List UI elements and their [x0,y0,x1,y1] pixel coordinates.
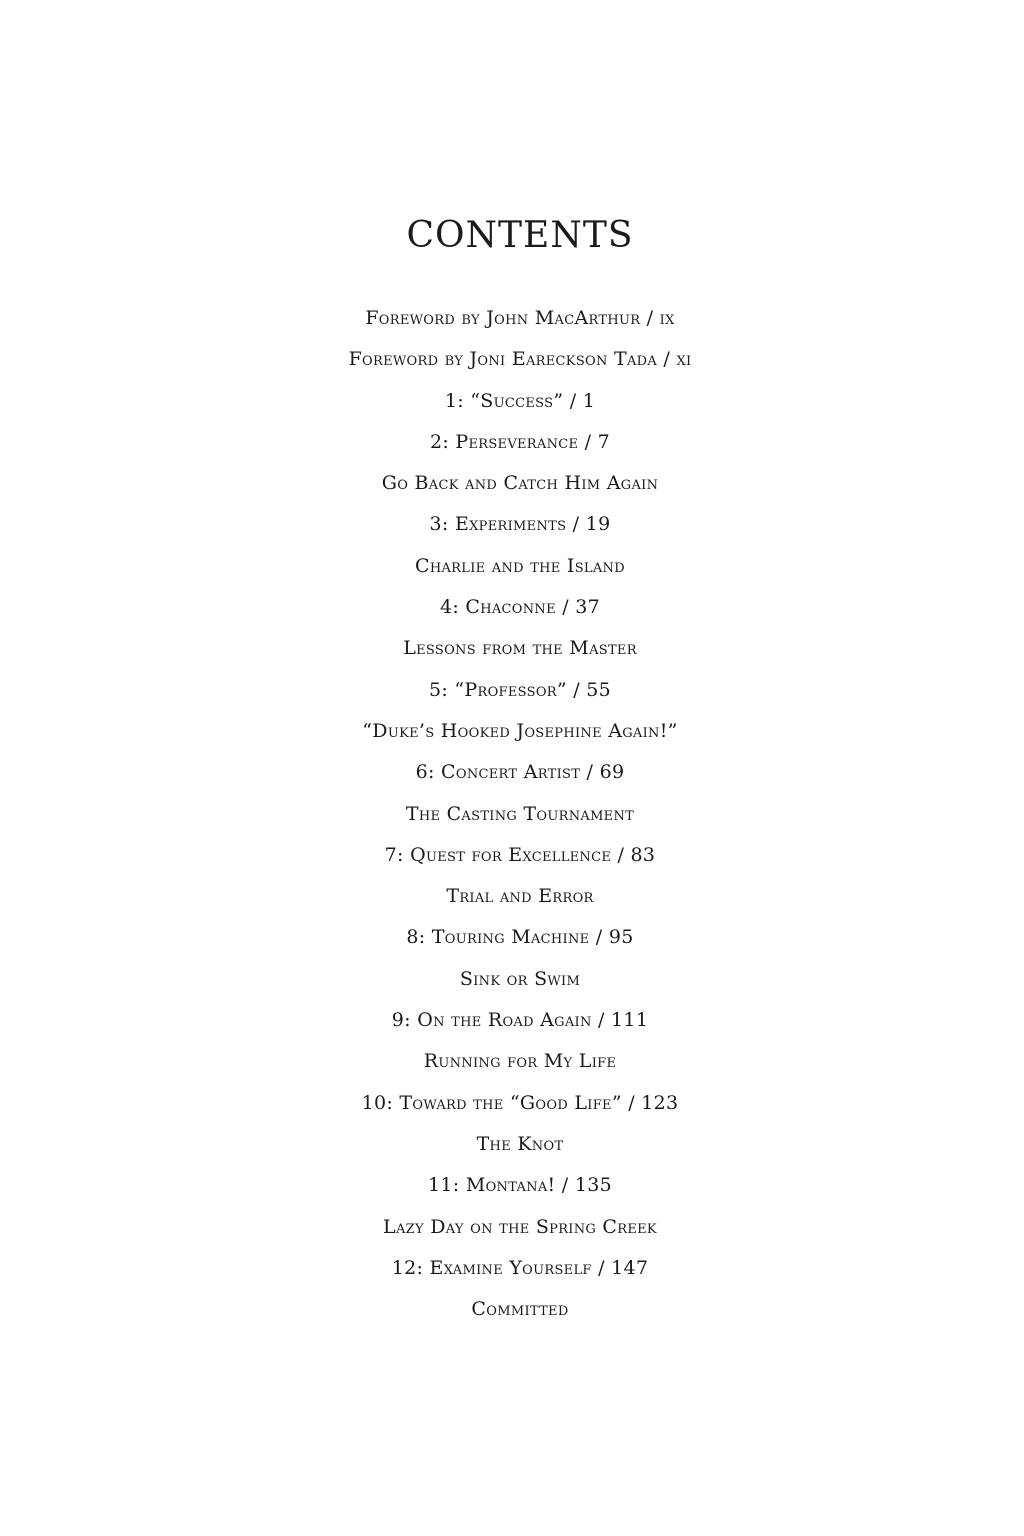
toc-entry: 10: Toward the “Good Life” / 123 [361,1091,679,1114]
toc-entry: Trial and Error [446,885,594,908]
toc-entry: Foreword by John MacArthur / ix [365,307,675,329]
table-of-contents [0,298,1024,1330]
toc-entry: Lazy Day on the Spring Creek [383,1215,657,1238]
page-title: CONTENTS [406,215,634,256]
toc-entry: 3: Experiments / 19 [429,513,611,536]
toc-entry: 1: “Success” / 1 [444,389,596,412]
toc-entry: 11: Montana! / 135 [428,1174,612,1197]
toc-entry: Sink or Swim [459,967,581,990]
toc-entry: Charlie and the Island [415,554,625,577]
toc-entry: 8: Touring Machine / 95 [406,926,634,949]
toc-entry: The Knot [476,1132,564,1155]
toc-entry: 4: Chaconne / 37 [439,596,601,619]
toc-entry: 5: “Professor” / 55 [428,678,612,701]
toc-entry: Foreword by Joni Eareckson Tada / xi [348,348,692,371]
toc-entry: 9: On the Road Again / 111 [391,1009,649,1032]
toc-entry: Running for My Life [423,1050,617,1073]
toc-entry: 2: Perseverance / 7 [429,430,611,453]
toc-entry: The Casting Tournament [405,802,635,825]
toc-entry: 7: Quest for Excellence / 83 [384,843,656,866]
toc-entry: Lessons from the Master [403,637,637,660]
toc-entry: 6: Concert Artist / 69 [415,761,625,784]
toc-entry: 12: Examine Yourself / 147 [391,1256,649,1279]
toc-entry: Committed [471,1298,569,1321]
toc-entry: Go Back and Catch Him Again [381,472,659,495]
toc-entry: “Duke’s Hooked Josephine Again!” [362,719,678,742]
